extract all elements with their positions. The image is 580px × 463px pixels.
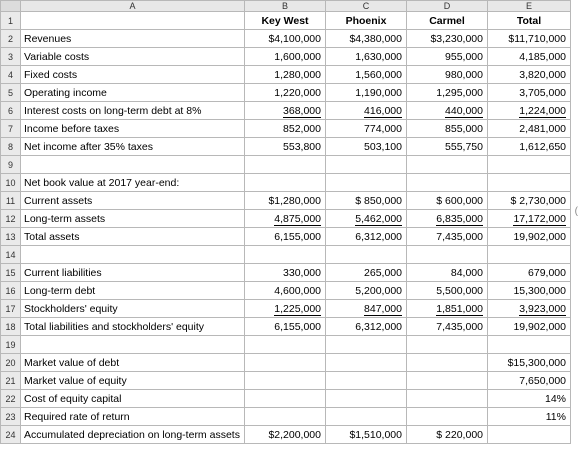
row-header[interactable]: 7 (1, 120, 21, 138)
cell-c[interactable]: $4,380,000 (326, 30, 407, 48)
cell-a[interactable] (21, 156, 245, 174)
cell-b[interactable]: $1,280,000 (245, 192, 326, 210)
table-row (1, 84, 571, 102)
row-header[interactable]: 20 (1, 354, 21, 372)
cell-value: 368,000 (283, 104, 321, 117)
cell-a[interactable]: Cost of equity capital (21, 390, 245, 408)
row-header[interactable]: 18 (1, 318, 21, 336)
cell-d[interactable] (407, 156, 488, 174)
cell-value: 416,000 (364, 104, 402, 117)
row-header[interactable]: 1 (1, 12, 21, 30)
cell-c[interactable]: $1,510,000 (326, 426, 407, 444)
cell-a[interactable]: Fixed costs (21, 66, 245, 84)
cell-c[interactable] (326, 390, 407, 408)
table-row (1, 30, 571, 48)
cell-c[interactable] (326, 210, 407, 228)
cell-d[interactable]: 84,000 (407, 264, 488, 282)
table-row (1, 336, 571, 354)
cell-d[interactable] (407, 246, 488, 264)
table-row (1, 138, 571, 156)
cell-a[interactable]: Current liabilities (21, 264, 245, 282)
cell-value: 847,000 (364, 302, 402, 315)
cell-a[interactable]: Stockholders' equity (21, 300, 245, 318)
row-header[interactable]: 4 (1, 66, 21, 84)
row-header[interactable]: 14 (1, 246, 21, 264)
cell-a[interactable]: Income before taxes (21, 120, 245, 138)
column-header-e[interactable]: E (488, 1, 571, 12)
cell-c[interactable]: 6,312,000 (326, 318, 407, 336)
table-row (1, 102, 571, 120)
row-header[interactable]: 15 (1, 264, 21, 282)
table-row (1, 246, 571, 264)
cell-d[interactable] (407, 300, 488, 318)
cell-d[interactable]: 1,295,000 (407, 84, 488, 102)
cell-b[interactable]: $2,200,000 (245, 426, 326, 444)
cell-a[interactable]: Total assets (21, 228, 245, 246)
cell-d[interactable] (407, 372, 488, 390)
table-row (1, 210, 571, 228)
cell-d[interactable] (407, 354, 488, 372)
cell-e[interactable]: 679,000 (488, 264, 571, 282)
cell-d[interactable]: 5,500,000 (407, 282, 488, 300)
cell-a[interactable]: Long-term assets (21, 210, 245, 228)
cell-c[interactable]: 6,312,000 (326, 228, 407, 246)
cell-c[interactable] (326, 102, 407, 120)
cell-c[interactable] (326, 336, 407, 354)
cell-e[interactable] (488, 336, 571, 354)
cell-e[interactable] (488, 210, 571, 228)
table-row (1, 156, 571, 174)
cell-value: 3,923,000 (519, 302, 566, 315)
cell-c[interactable] (326, 408, 407, 426)
cell-b[interactable] (245, 408, 326, 426)
cell-b[interactable] (245, 174, 326, 192)
column-header-d[interactable]: D (407, 1, 488, 12)
cell-c[interactable]: 774,000 (326, 120, 407, 138)
cell-d[interactable] (407, 174, 488, 192)
header-carmel[interactable]: Carmel (407, 12, 488, 30)
cell-e[interactable]: $ 2,730,000 (488, 192, 571, 210)
cell-e[interactable] (488, 102, 571, 120)
cell-e[interactable]: 11% (488, 408, 571, 426)
row-header[interactable]: 16 (1, 282, 21, 300)
cell-e[interactable] (488, 300, 571, 318)
table-row (1, 354, 571, 372)
row-header[interactable]: 12 (1, 210, 21, 228)
cell-c[interactable] (326, 156, 407, 174)
table-row (1, 390, 571, 408)
cell-c[interactable]: 1,560,000 (326, 66, 407, 84)
cell-a[interactable]: Market value of equity (21, 372, 245, 390)
cell-c[interactable] (326, 246, 407, 264)
cell-b[interactable]: 1,600,000 (245, 48, 326, 66)
cell-value: 6,835,000 (436, 212, 483, 225)
table-row (1, 228, 571, 246)
row-header[interactable]: 11 (1, 192, 21, 210)
cell-e[interactable] (488, 156, 571, 174)
table-row (1, 426, 571, 444)
cell-c[interactable]: 265,000 (326, 264, 407, 282)
cell-value: 1,224,000 (519, 104, 566, 117)
scroll-edge-indicator: ( (574, 206, 578, 217)
table-row (1, 192, 571, 210)
cell-c[interactable]: $ 850,000 (326, 192, 407, 210)
cell-d[interactable]: 855,000 (407, 120, 488, 138)
cell-b[interactable]: 330,000 (245, 264, 326, 282)
cell-b[interactable]: 6,155,000 (245, 228, 326, 246)
row-header[interactable]: 17 (1, 300, 21, 318)
cell-d[interactable] (407, 390, 488, 408)
header-key-west[interactable]: Key West (245, 12, 326, 30)
cell-a[interactable]: Net income after 35% taxes (21, 138, 245, 156)
cell-e[interactable]: 14% (488, 390, 571, 408)
cell-a[interactable]: Market value of debt (21, 354, 245, 372)
cell-b[interactable]: 852,000 (245, 120, 326, 138)
cell-d[interactable]: $3,230,000 (407, 30, 488, 48)
column-header-c[interactable]: C (326, 1, 407, 12)
table-row (1, 12, 571, 30)
table-row (1, 48, 571, 66)
cell-b[interactable]: 553,800 (245, 138, 326, 156)
cell-b[interactable]: 4,600,000 (245, 282, 326, 300)
cell-a[interactable]: Accumulated depreciation on long-term assets (21, 426, 245, 444)
cell-c[interactable]: 1,630,000 (326, 48, 407, 66)
cell-b[interactable] (245, 390, 326, 408)
cell-e[interactable]: 7,650,000 (488, 372, 571, 390)
cell-a[interactable]: Net book value at 2017 year-end: (21, 174, 245, 192)
cell-a[interactable]: Required rate of return (21, 408, 245, 426)
cell-c[interactable] (326, 372, 407, 390)
cell-b[interactable] (245, 156, 326, 174)
cell-b[interactable] (245, 246, 326, 264)
cell-a[interactable] (21, 336, 245, 354)
table-row (1, 264, 571, 282)
cell-d[interactable]: $ 220,000 (407, 426, 488, 444)
column-header-a[interactable]: A (21, 1, 245, 12)
cell-b[interactable]: 1,220,000 (245, 84, 326, 102)
table-row (1, 120, 571, 138)
cell-b[interactable] (245, 354, 326, 372)
cell-b[interactable] (245, 300, 326, 318)
cell-a1[interactable] (21, 12, 245, 30)
table-row (1, 372, 571, 390)
header-phoenix[interactable]: Phoenix (326, 12, 407, 30)
cell-e[interactable]: $11,710,000 (488, 30, 571, 48)
cell-a[interactable]: Revenues (21, 30, 245, 48)
cell-e[interactable] (488, 174, 571, 192)
cell-c[interactable]: 503,100 (326, 138, 407, 156)
cell-d[interactable]: 7,435,000 (407, 318, 488, 336)
cell-a[interactable]: Total liabilities and stockholders' equity (21, 318, 245, 336)
cell-e[interactable]: 15,300,000 (488, 282, 571, 300)
cell-a[interactable]: Current assets (21, 192, 245, 210)
row-header[interactable]: 5 (1, 84, 21, 102)
row-header[interactable]: 3 (1, 48, 21, 66)
cell-a[interactable] (21, 246, 245, 264)
cell-value: 17,172,000 (513, 212, 566, 225)
cell-d[interactable] (407, 102, 488, 120)
cell-b[interactable]: 1,280,000 (245, 66, 326, 84)
row-header[interactable]: 13 (1, 228, 21, 246)
cell-d[interactable]: 980,000 (407, 66, 488, 84)
row-header[interactable]: 6 (1, 102, 21, 120)
select-all-corner[interactable] (1, 1, 21, 12)
column-header-b[interactable]: B (245, 1, 326, 12)
cell-e[interactable] (488, 426, 571, 444)
row-header[interactable]: 2 (1, 30, 21, 48)
table-row (1, 282, 571, 300)
cell-value: 440,000 (445, 104, 483, 117)
cell-d[interactable]: 7,435,000 (407, 228, 488, 246)
cell-a[interactable]: Interest costs on long-term debt at 8% (21, 102, 245, 120)
cell-b[interactable]: 6,155,000 (245, 318, 326, 336)
table-row (1, 66, 571, 84)
cell-c[interactable] (326, 354, 407, 372)
cell-value: 5,462,000 (355, 212, 402, 225)
cell-d[interactable] (407, 408, 488, 426)
cell-b[interactable] (245, 102, 326, 120)
cell-e[interactable] (488, 246, 571, 264)
row-header[interactable]: 19 (1, 336, 21, 354)
cell-value: 1,225,000 (274, 302, 321, 315)
cell-c[interactable]: 1,190,000 (326, 84, 407, 102)
cell-d[interactable]: 555,750 (407, 138, 488, 156)
cell-b[interactable] (245, 372, 326, 390)
table-row (1, 318, 571, 336)
cell-e[interactable]: $15,300,000 (488, 354, 571, 372)
cell-e[interactable]: 1,612,650 (488, 138, 571, 156)
cell-b[interactable]: $4,100,000 (245, 30, 326, 48)
cell-d[interactable]: $ 600,000 (407, 192, 488, 210)
cell-c[interactable] (326, 300, 407, 318)
cell-value: 4,875,000 (274, 212, 321, 225)
cell-e[interactable]: 4,185,000 (488, 48, 571, 66)
row-header[interactable]: 22 (1, 390, 21, 408)
row-header[interactable]: 21 (1, 372, 21, 390)
cell-a[interactable]: Operating income (21, 84, 245, 102)
table-row (1, 408, 571, 426)
cell-e[interactable]: 2,481,000 (488, 120, 571, 138)
cell-b[interactable] (245, 210, 326, 228)
row-header[interactable]: 8 (1, 138, 21, 156)
row-header[interactable]: 23 (1, 408, 21, 426)
cell-d[interactable] (407, 210, 488, 228)
cell-a[interactable]: Variable costs (21, 48, 245, 66)
header-total[interactable]: Total (488, 12, 571, 30)
row-header[interactable]: 10 (1, 174, 21, 192)
cell-e[interactable]: 19,902,000 (488, 228, 571, 246)
cell-b[interactable] (245, 336, 326, 354)
cell-e[interactable]: 19,902,000 (488, 318, 571, 336)
row-header[interactable]: 9 (1, 156, 21, 174)
cell-value: 1,851,000 (436, 302, 483, 315)
row-header[interactable]: 24 (1, 426, 21, 444)
column-header-row (1, 1, 571, 12)
cell-e[interactable]: 3,820,000 (488, 66, 571, 84)
table-row (1, 174, 571, 192)
cell-a[interactable]: Long-term debt (21, 282, 245, 300)
cell-d[interactable]: 955,000 (407, 48, 488, 66)
cell-c[interactable]: 5,200,000 (326, 282, 407, 300)
table-row (1, 300, 571, 318)
cell-e[interactable]: 3,705,000 (488, 84, 571, 102)
cell-c[interactable] (326, 174, 407, 192)
cell-d[interactable] (407, 336, 488, 354)
